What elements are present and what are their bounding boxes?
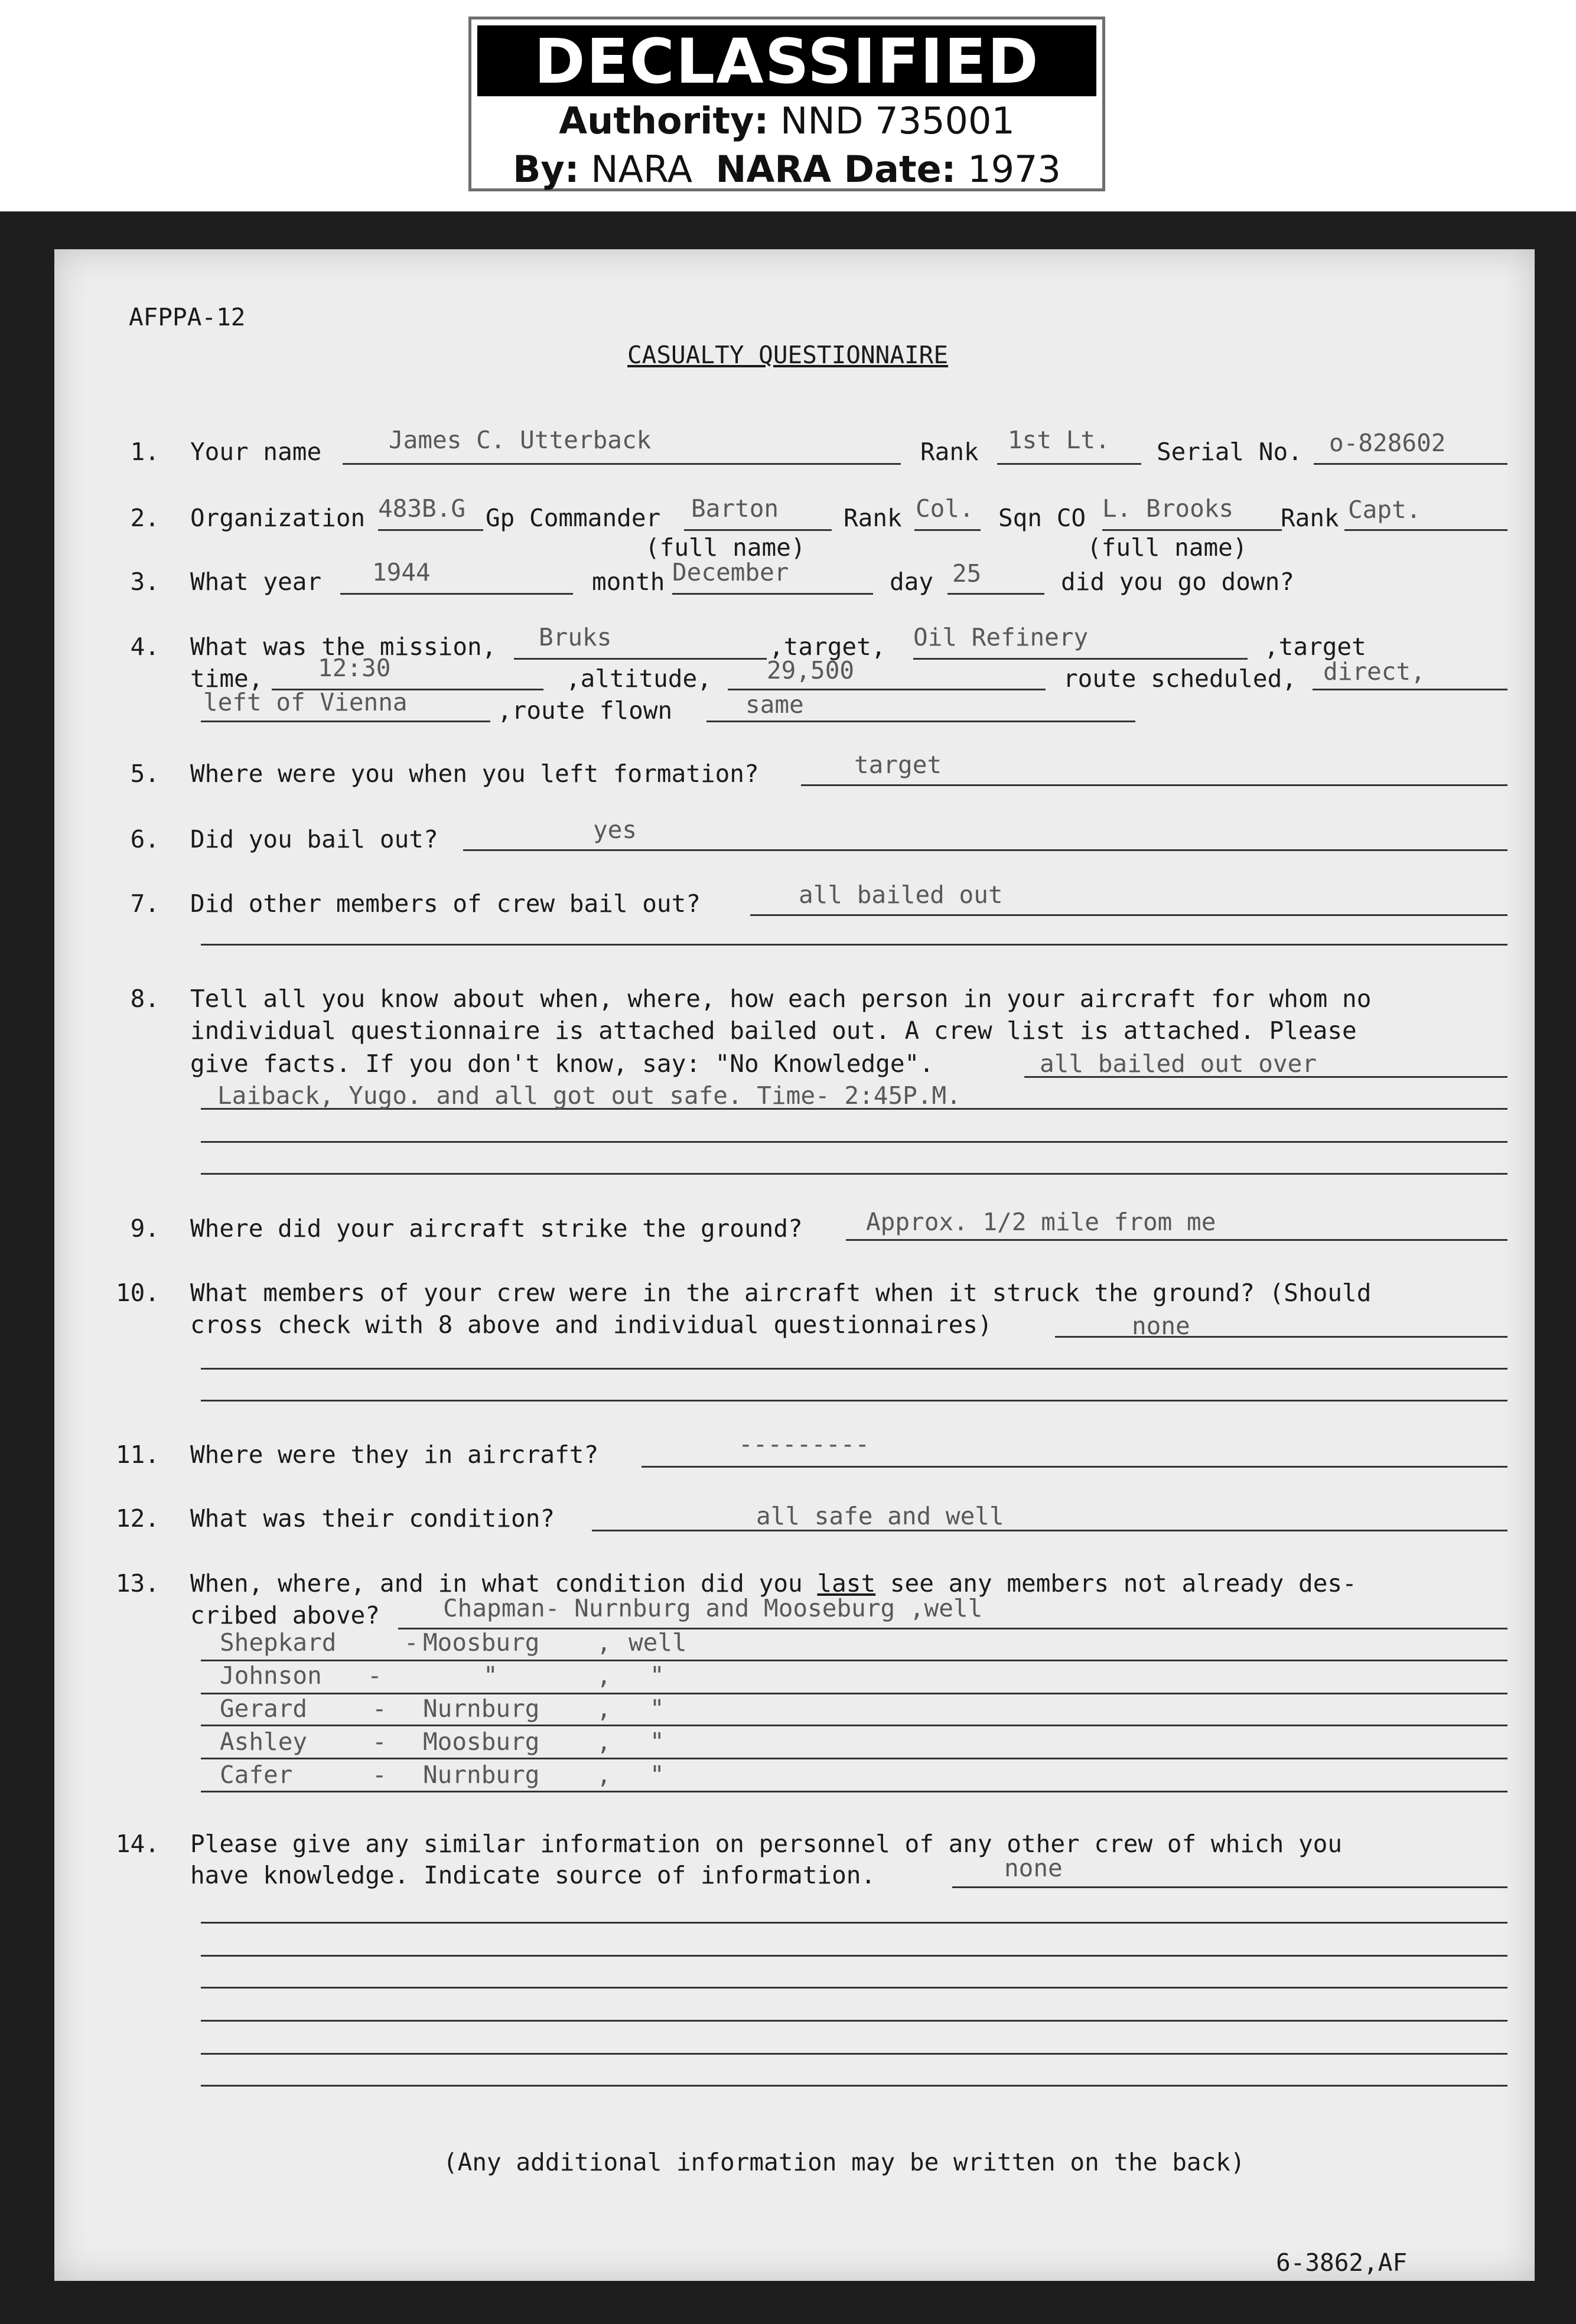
question-number: 5. — [130, 760, 159, 788]
q13-first-answer: Chapman- Nurnburg and Mooseburg ,well — [443, 1594, 983, 1622]
bail-out-answer: yes — [593, 816, 637, 844]
q11-underline — [642, 1466, 1507, 1468]
sqn-rank-answer: Capt. — [1348, 496, 1421, 524]
q3-day-label: day — [890, 568, 934, 596]
q8-line-2: individual questionnaire is attached bailed out. A crew list is attached. Please — [190, 1016, 1357, 1045]
crew-row-status: " — [650, 1761, 665, 1789]
q8-underline-3 — [201, 1141, 1507, 1143]
crew-row-comma: , — [597, 1694, 611, 1723]
crew-row-dash: - — [367, 1661, 382, 1690]
name-underline — [343, 463, 901, 465]
q13-underline-5 — [201, 1758, 1507, 1759]
crew-row-dash: - — [372, 1694, 387, 1723]
q6-underline — [463, 849, 1507, 851]
other-crew-answer: none — [1004, 1854, 1063, 1882]
question-number: 7. — [130, 889, 159, 918]
q4-time-label: time, — [190, 664, 263, 693]
form-number: 6-3862,AF — [1276, 2248, 1408, 2277]
q11-label: Where were they in aircraft? — [190, 1440, 599, 1469]
crew-row-status: " — [650, 1727, 665, 1756]
crew-row-dash: - — [372, 1727, 387, 1756]
q3-year-label: What year — [190, 568, 322, 596]
q7-underline — [750, 914, 1507, 916]
q10-underline-3 — [201, 1400, 1507, 1401]
q9-underline — [846, 1239, 1507, 1241]
crew-row-name: Gerard — [220, 1694, 308, 1723]
question-number: 11. — [115, 1440, 159, 1469]
q2-rank2-label: Rank — [1281, 504, 1339, 532]
form-code: AFPPA-12 — [129, 303, 246, 331]
stamp-authority-value: NND 735001 — [780, 99, 1015, 142]
q4-mission-label: What was the mission, — [190, 633, 497, 661]
condition-answer: all safe and well — [756, 1502, 1004, 1530]
month-underline — [672, 593, 873, 595]
org-underline — [378, 529, 483, 531]
left-formation-answer: target — [854, 751, 942, 779]
q2-rank-label: Rank — [844, 504, 902, 532]
question-number: 4. — [130, 633, 159, 661]
q4-route-sched-label: route scheduled, — [1063, 664, 1297, 693]
q14-underline-5 — [201, 2020, 1507, 2022]
q10-line-2: cross check with 8 above and individual questionnaires) — [190, 1311, 992, 1339]
q1-rank-label: Rank — [920, 438, 979, 466]
q14-underline-1 — [952, 1886, 1507, 1888]
q9-label: Where did your aircraft strike the ground? — [190, 1214, 803, 1243]
q13-line-2: cribed above? — [190, 1601, 380, 1629]
gp-commander-answer: Barton — [691, 494, 779, 523]
stamp-by-value: NARA — [591, 148, 693, 191]
crew-row-status: " — [650, 1661, 665, 1690]
q6-label: Did you bail out? — [190, 825, 438, 853]
gp-rank-underline — [914, 529, 981, 531]
others-bail-out-answer: all bailed out — [799, 881, 1003, 909]
crew-row-place: " — [483, 1661, 498, 1690]
month-answer: December — [672, 558, 789, 586]
form-title: CASUALTY QUESTIONNAIRE — [627, 341, 949, 369]
sqn-rank-underline — [1344, 529, 1507, 531]
day-answer: 25 — [952, 559, 982, 588]
target-answer: Oil Refinery — [913, 623, 1089, 651]
q14-line-2: have knowledge. Indicate source of information. — [190, 1861, 876, 1889]
q13-line-1c: see any members not already des- — [890, 1569, 1357, 1598]
crew-row-name: Shepkard — [220, 1628, 337, 1657]
route-scheduled-answer: direct, — [1323, 657, 1425, 686]
declassified-stamp — [468, 17, 1105, 191]
stamp-banner: DECLASSIFIED — [477, 25, 1096, 96]
q10-underline-2 — [201, 1368, 1507, 1370]
q13-underline-1 — [398, 1628, 1507, 1629]
q12-label: What was their condition? — [190, 1504, 555, 1533]
q13-underline-4 — [201, 1725, 1507, 1726]
q14-underline-6 — [201, 2053, 1507, 2055]
target-underline — [913, 658, 1248, 660]
q13-underline-6 — [201, 1791, 1507, 1792]
crew-row-place: Nurnburg — [423, 1694, 540, 1723]
q2-sqn-label: Sqn CO — [998, 504, 1086, 532]
footer-note: (Any additional information may be written on the back) — [443, 2148, 1245, 2176]
q13-last: last — [817, 1569, 876, 1598]
q8-underline-4 — [201, 1173, 1507, 1175]
route-scheduled-answer-2: left of Vienna — [203, 688, 408, 716]
question-number: 13. — [115, 1569, 159, 1598]
question-number: 14. — [115, 1830, 159, 1858]
crew-row-dash: - — [404, 1628, 419, 1657]
crew-row-status: " — [650, 1694, 665, 1723]
altitude-answer: 29,500 — [767, 656, 855, 685]
gp-commander-underline — [684, 529, 832, 531]
stamp-date-label: NARA Date: — [715, 148, 956, 191]
q8-line-1: Tell all you know about when, where, how each person in your aircraft for whom no — [190, 985, 1372, 1013]
question-number: 12. — [115, 1504, 159, 1533]
q10-line-1: What members of your crew were in the aircraft when it struck the ground? (Should — [190, 1279, 1372, 1307]
q13-underline-3 — [201, 1693, 1507, 1694]
q14-line-1: Please give any similar information on personnel of any other crew of which you — [190, 1830, 1343, 1858]
route-scheduled-underline-2 — [201, 721, 490, 722]
where-in-aircraft-answer: --------- — [738, 1430, 870, 1458]
crew-row-comma: , — [597, 1761, 611, 1789]
q2-org-label: Organization — [190, 504, 366, 532]
q7-label: Did other members of crew bail out? — [190, 889, 701, 918]
full-name-caption: (full name) — [1087, 533, 1248, 562]
serial-answer: o-828602 — [1329, 429, 1446, 457]
q13-underline-2 — [201, 1660, 1507, 1661]
q14-underline-3 — [201, 1955, 1507, 1957]
mission-answer: Bruks — [539, 623, 612, 651]
stamp-date-value: 1973 — [968, 148, 1061, 191]
org-answer: 483B.G — [378, 494, 466, 523]
q4-target-label: ,target, — [769, 633, 886, 661]
gp-rank-answer: Col. — [916, 494, 974, 523]
q8-answer-1: all bailed out over — [1040, 1049, 1317, 1078]
question-number: 2. — [130, 504, 159, 532]
stamp-by — [471, 145, 1102, 193]
q1-name-label: Your name — [190, 438, 322, 466]
full-name-caption: (full name) — [645, 533, 806, 562]
q12-underline — [592, 1530, 1507, 1531]
crew-row-place: Moosburg — [423, 1628, 540, 1657]
question-number: 8. — [130, 985, 159, 1013]
q13-line-1a: When, where, and in what condition did you — [190, 1569, 803, 1598]
crew-row-name: Johnson — [220, 1661, 322, 1690]
crew-row-comma: , — [597, 1727, 611, 1756]
crew-row-place: Nurnburg — [423, 1761, 540, 1789]
q8-line-3: give facts. If you don't know, say: "No Knowledge". — [190, 1049, 934, 1078]
question-number: 3. — [130, 568, 159, 596]
q3-month-label: month — [592, 568, 665, 596]
crew-row-place: Moosburg — [423, 1727, 540, 1756]
q14-underline-2 — [201, 1922, 1507, 1924]
q8-answer-2: Laiback, Yugo. and all got out safe. Time- 2:45P.M. — [217, 1081, 961, 1110]
q5-underline — [801, 784, 1507, 786]
q4-target2-label: ,target — [1264, 633, 1366, 661]
q10-underline-1 — [1055, 1336, 1507, 1338]
route-scheduled-underline — [1313, 689, 1507, 690]
q4-altitude-label: ,altitude, — [566, 664, 712, 693]
year-underline — [340, 593, 573, 595]
q1-serial-label: Serial No. — [1157, 438, 1303, 466]
q5-label: Where were you when you left formation? — [190, 760, 759, 788]
question-number: 1. — [130, 438, 159, 466]
q14-underline-4 — [201, 1987, 1507, 1989]
name-answer: James C. Utterback — [389, 426, 652, 454]
crew-row-name: Ashley — [220, 1727, 308, 1756]
year-answer: 1944 — [372, 558, 431, 586]
question-number: 9. — [130, 1214, 159, 1243]
rank-underline — [997, 463, 1141, 465]
time-answer: 12:30 — [318, 654, 391, 682]
day-underline — [947, 593, 1044, 595]
crew-row-comma: , — [597, 1628, 611, 1657]
crew-row-dash: - — [372, 1761, 387, 1789]
q2-gp-label: Gp Commander — [486, 504, 661, 532]
serial-underline — [1314, 463, 1507, 465]
sqn-co-underline — [1102, 529, 1282, 531]
mission-underline — [514, 658, 767, 660]
route-flown-answer: same — [745, 690, 804, 719]
q14-underline-7 — [201, 2085, 1507, 2087]
crew-row-comma: , — [597, 1661, 611, 1690]
question-number: 6. — [130, 825, 159, 853]
stamp-by-label: By: — [513, 148, 579, 191]
stamp-authority — [471, 96, 1102, 145]
rank-answer: 1st Lt. — [1008, 426, 1110, 454]
strike-ground-answer: Approx. 1/2 mile from me — [866, 1208, 1216, 1236]
q4-route-flown-label: ,route flown — [497, 696, 673, 725]
q7-underline-2 — [201, 944, 1507, 946]
sqn-co-answer: L. Brooks — [1102, 494, 1234, 523]
stamp-authority-label: Authority: — [559, 99, 769, 142]
route-flown-underline — [706, 721, 1135, 722]
crew-row-status: well — [629, 1628, 687, 1657]
crew-row-name: Cafer — [220, 1761, 293, 1789]
q3-end-label: did you go down? — [1061, 568, 1294, 596]
question-number: 10. — [115, 1279, 159, 1307]
members-in-aircraft-answer: none — [1132, 1312, 1190, 1340]
